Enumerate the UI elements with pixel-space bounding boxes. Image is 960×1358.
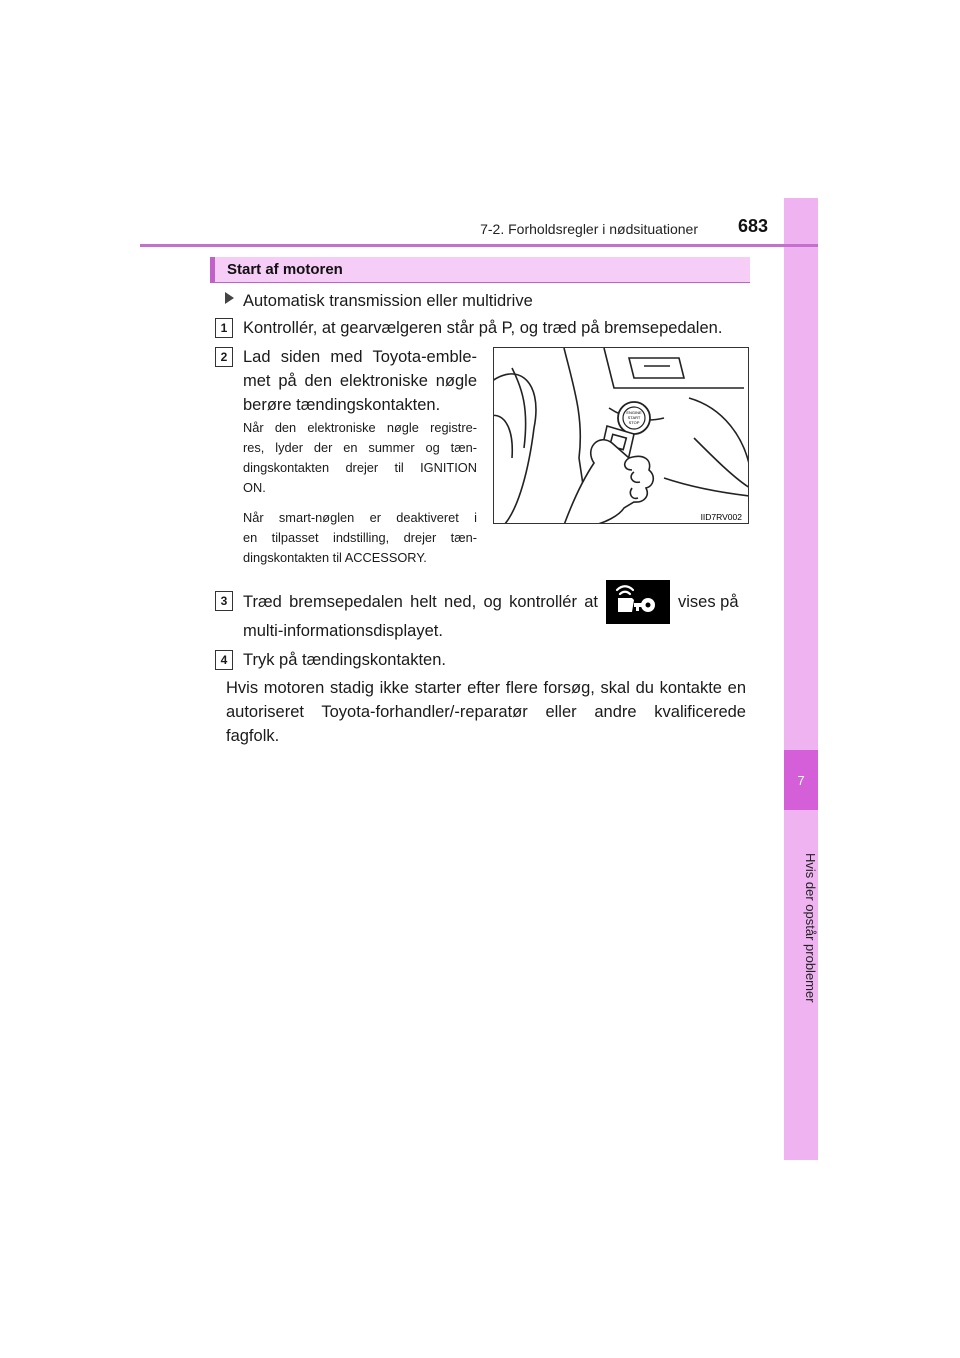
note-line: Når smart-nøglen er deaktiveret i bbox=[243, 510, 477, 525]
button-label-stop: STOP bbox=[628, 420, 640, 425]
step-3-text-before: Træd bremsepedalen helt ned, og kontrollér at bbox=[243, 593, 598, 611]
chapter-tab-upper bbox=[784, 198, 818, 750]
step-2-text bbox=[243, 345, 477, 417]
note-line: en tilpasset indstilling, drejer tæn- bbox=[243, 530, 477, 545]
note-line: dingskontakten drejer til IGNITION bbox=[243, 460, 477, 475]
illustration-hand-key-fob bbox=[493, 347, 749, 524]
step-number-2: 2 bbox=[215, 347, 233, 367]
step-number-3: 3 bbox=[215, 591, 233, 611]
header-rule bbox=[140, 244, 818, 247]
header-section-title: 7-2. Forholdsregler i nødsituationer bbox=[480, 221, 698, 237]
key-icon-svg bbox=[610, 584, 666, 620]
step-4-text: Tryk på tændingskontakten. bbox=[243, 651, 446, 669]
chapter-number: 7 bbox=[797, 772, 805, 788]
note-line: dingskontakten til ACCESSORY. bbox=[243, 550, 427, 565]
step-3-text-after: vises på bbox=[678, 593, 739, 611]
section-title: Start af motoren bbox=[227, 261, 343, 278]
chapter-number-tab bbox=[784, 750, 818, 810]
smart-key-indicator-icon bbox=[606, 580, 670, 624]
section-heading-box bbox=[210, 257, 750, 283]
button-label-start: START bbox=[627, 415, 641, 420]
step-2-line: Lad siden med Toyota-emble- bbox=[243, 348, 477, 366]
illustration-code: IID7RV002 bbox=[700, 512, 742, 522]
chapter-title: Hvis der opstår problemer bbox=[803, 853, 818, 1003]
page-number: 683 bbox=[738, 216, 769, 236]
note-line: res, lyder der en summer og tæn- bbox=[243, 440, 477, 455]
step-1-text: Kontrollér, at gearvælgeren står på P, og træd på bremsepedalen. bbox=[243, 319, 723, 337]
bullet-heading: Automatisk transmission eller multidrive bbox=[243, 292, 533, 310]
closing-line: autoriseret Toyota-forhandler/-reparatør eller andre kvalificerede bbox=[226, 703, 746, 721]
step-2-line: berøre tændingskontakten. bbox=[243, 396, 441, 414]
hand bbox=[564, 440, 653, 524]
step-2-line: met på den elektroniske nøgle bbox=[243, 372, 477, 390]
note-ignition-on bbox=[243, 418, 477, 498]
note-accessory bbox=[243, 508, 477, 568]
steering-wheel bbox=[494, 374, 536, 524]
note-line: ON. bbox=[243, 480, 266, 495]
closing-line: Hvis motoren stadig ikke starter efter flere forsøg, skal du kontakte en bbox=[226, 679, 746, 697]
button-label-engine: ENGINE bbox=[626, 410, 642, 415]
closing-paragraph bbox=[226, 676, 746, 748]
step-number-4: 4 bbox=[215, 650, 233, 670]
step-3-text-line2: multi-informationsdisplayet. bbox=[243, 622, 443, 640]
closing-line: fagfolk. bbox=[226, 727, 280, 745]
illustration-drawing bbox=[494, 348, 749, 524]
note-line: Når den elektroniske nøgle registre- bbox=[243, 420, 477, 435]
step-number-1: 1 bbox=[215, 318, 233, 338]
bullet-arrow-icon bbox=[225, 292, 234, 304]
